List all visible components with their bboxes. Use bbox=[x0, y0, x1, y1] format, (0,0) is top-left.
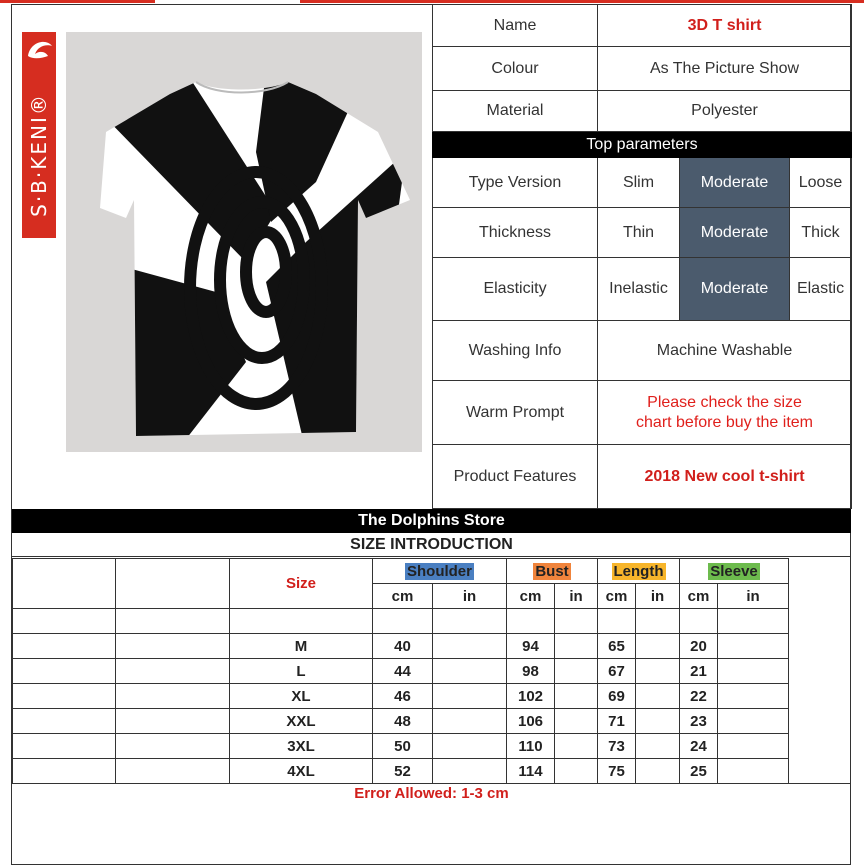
shoulder-cm-cell: 48 bbox=[373, 709, 433, 734]
thickness-label: Thickness bbox=[433, 208, 598, 258]
table-row bbox=[13, 759, 789, 784]
size-cell: 3XL bbox=[230, 734, 373, 759]
error-allowed-note: Error Allowed: 1-3 cm bbox=[12, 783, 851, 865]
elasticity-option-moderate: Moderate bbox=[680, 258, 790, 321]
sleeve-cm-cell: 25 bbox=[680, 759, 718, 784]
sleeve-header-label: Sleeve bbox=[710, 562, 758, 580]
table-row bbox=[13, 684, 789, 709]
length-cm-cell: 75 bbox=[598, 759, 636, 784]
length-header-label: Length bbox=[613, 562, 664, 580]
size-cell: L bbox=[230, 659, 373, 684]
thickness-option-thick: Thick bbox=[790, 208, 852, 258]
shoulder-header bbox=[373, 559, 507, 584]
size-chart-blank bbox=[13, 559, 116, 609]
shoulder-cm-cell: 46 bbox=[373, 684, 433, 709]
length-cm-cell: 67 bbox=[598, 659, 636, 684]
washing-info-value: Machine Washable bbox=[598, 321, 852, 381]
length-cm-cell: 65 bbox=[598, 634, 636, 659]
bust-header bbox=[507, 559, 598, 584]
product-features-label: Product Features bbox=[433, 445, 598, 509]
sleeve-cm-cell: 20 bbox=[680, 634, 718, 659]
washing-info-label: Washing Info bbox=[433, 321, 598, 381]
shoulder-cm-header: cm bbox=[373, 584, 433, 609]
shoulder-cm-cell: 40 bbox=[373, 634, 433, 659]
table-row bbox=[13, 659, 789, 684]
product-image bbox=[66, 32, 422, 452]
size-cell: XXL bbox=[230, 709, 373, 734]
bust-cm-header: cm bbox=[507, 584, 555, 609]
bust-cm-cell: 106 bbox=[507, 709, 555, 734]
bust-cm-cell: 94 bbox=[507, 634, 555, 659]
warm-prompt-line-2: chart before buy the item bbox=[636, 413, 813, 431]
sleeve-cm-header: cm bbox=[680, 584, 718, 609]
table-row bbox=[13, 709, 789, 734]
sleeve-cm-cell: 21 bbox=[680, 659, 718, 684]
thickness-option-moderate: Moderate bbox=[680, 208, 790, 258]
type-option-loose: Loose bbox=[790, 158, 852, 208]
size-cell: 4XL bbox=[230, 759, 373, 784]
type-version-label: Type Version bbox=[433, 158, 598, 208]
brand-logo-text: S·B·KENI® bbox=[27, 93, 51, 217]
store-name-banner: The Dolphins Store bbox=[12, 509, 851, 533]
bust-cm-cell: 102 bbox=[507, 684, 555, 709]
product-parameters bbox=[432, 4, 851, 509]
top-parameters-header: Top parameters bbox=[433, 132, 852, 158]
sleeve-in-header: in bbox=[718, 584, 789, 609]
length-header bbox=[598, 559, 680, 584]
tshirt-illustration bbox=[66, 32, 422, 452]
length-cm-cell: 71 bbox=[598, 709, 636, 734]
sleeve-cm-cell: 23 bbox=[680, 709, 718, 734]
top-rule bbox=[0, 0, 864, 3]
elasticity-option-inelastic: Inelastic bbox=[598, 258, 680, 321]
type-option-slim: Slim bbox=[598, 158, 680, 208]
shoulder-header-label: Shoulder bbox=[406, 562, 472, 580]
brand-logo bbox=[22, 32, 56, 238]
warm-prompt-line-1: Please check the size bbox=[647, 393, 802, 411]
colour-value: As The Picture Show bbox=[598, 47, 852, 91]
shoulder-cm-cell: 50 bbox=[373, 734, 433, 759]
size-chart bbox=[12, 558, 789, 784]
bust-cm-cell: 98 bbox=[507, 659, 555, 684]
length-cm-cell: 69 bbox=[598, 684, 636, 709]
type-option-moderate: Moderate bbox=[680, 158, 790, 208]
bust-in-header: in bbox=[555, 584, 598, 609]
table-row bbox=[13, 734, 789, 759]
bust-cm-cell: 114 bbox=[507, 759, 555, 784]
size-introduction-title: SIZE INTRODUCTION bbox=[12, 533, 851, 557]
warm-prompt-value bbox=[598, 381, 852, 445]
size-cell: M bbox=[230, 634, 373, 659]
warm-prompt-label: Warm Prompt bbox=[433, 381, 598, 445]
elasticity-option-elastic: Elastic bbox=[790, 258, 852, 321]
name-value: 3D T shirt bbox=[598, 5, 852, 47]
name-label: Name bbox=[433, 5, 598, 47]
length-in-header: in bbox=[636, 584, 680, 609]
colour-label: Colour bbox=[433, 47, 598, 91]
size-chart-blank bbox=[116, 559, 230, 609]
shoulder-cm-cell: 52 bbox=[373, 759, 433, 784]
size-chart-spacer-row bbox=[13, 609, 789, 634]
shoulder-in-header: in bbox=[433, 584, 507, 609]
bust-header-label: Bust bbox=[535, 562, 569, 580]
sleeve-header bbox=[680, 559, 789, 584]
size-cell: XL bbox=[230, 684, 373, 709]
bust-cm-cell: 110 bbox=[507, 734, 555, 759]
material-value: Polyester bbox=[598, 91, 852, 132]
sleeve-cm-cell: 24 bbox=[680, 734, 718, 759]
sleeve-cm-cell: 22 bbox=[680, 684, 718, 709]
product-features-value: 2018 New cool t-shirt bbox=[598, 445, 852, 509]
size-header: Size bbox=[230, 559, 373, 609]
material-label: Material bbox=[433, 91, 598, 132]
table-row bbox=[13, 634, 789, 659]
shoulder-cm-cell: 44 bbox=[373, 659, 433, 684]
length-cm-header: cm bbox=[598, 584, 636, 609]
thickness-option-thin: Thin bbox=[598, 208, 680, 258]
length-cm-cell: 73 bbox=[598, 734, 636, 759]
elasticity-label: Elasticity bbox=[433, 258, 598, 321]
